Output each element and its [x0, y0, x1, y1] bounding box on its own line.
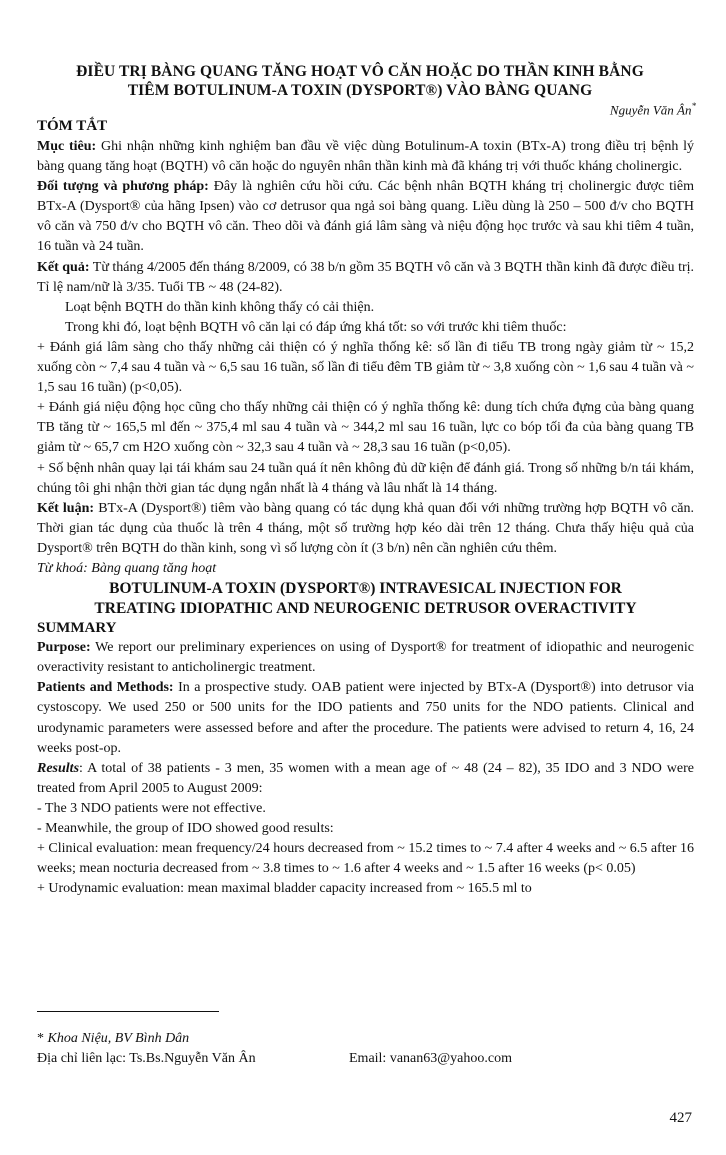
footnote-rule [37, 1011, 219, 1012]
results-en-text: : A total of 38 patients - 3 men, 35 women with a mean age of ~ 48 (24 – 82), 35 IDO and 3 NDO were treated from April 2005 to August 2009: [37, 760, 694, 796]
patients-methods-paragraph [37, 678, 694, 758]
aim-paragraph [37, 137, 694, 177]
methods-label: Đối tượng và phương pháp: [37, 179, 209, 195]
results-paragraph-3: Trong khi đó, loạt bệnh BQTH vô căn lại có đáp ứng khá tốt: so với trước khi tiêm thuốc: [65, 319, 567, 335]
results-urodynamic: + Đánh giá niệu động học cũng cho thấy những cải thiện có ý nghĩa thống kê: dung tích chứa đựng của bàng quang TB tăng từ ~ 165,5 ml đến ~ 375,4 ml sau 4 tuần và ~ 344,2 ml sau 16 tuần, lực co bóp tối đa của bàng quang TB giảm từ ~ 65,7 cm H2O xuống còn ~ 32,3 sau 4 tuần và ~ 28,3 sau 16 tuần (p<0,05). [37, 400, 694, 456]
purpose-paragraph [37, 638, 694, 678]
results-en-line: + Urodynamic evaluation: mean maximal bladder capacity increased from ~ 165.5 ml to [37, 881, 532, 897]
results-en-line: - The 3 NDO patients were not effective. [37, 800, 266, 816]
footnote-mark: * [37, 1031, 44, 1046]
results-clinical: + Đánh giá lâm sàng cho thấy những cải thiện có ý nghĩa thống kê: số lần đi tiểu TB trong ngày giảm từ ~ 15,2 xuống còn ~ 7,4 sau 4 tuần và ~ 6,5 sau 16 tuần, số lần đi tiểu đêm TB giảm từ ~ 3,8 xuống còn ~ 1,6 sau 4 tuần và ~ 1,5 sau 16 tuần) (p<0,05). [37, 339, 694, 396]
results-paragraph-2: Loạt bệnh BQTH do thần kinh không thấy có cải thiện. [65, 299, 375, 315]
vietnamese-title [30, 62, 690, 100]
title-line: ĐIỀU TRỊ BÀNG QUANG TĂNG HOẠT VÔ CĂN HOẶC DO THẦN KINH BẰNG [76, 63, 644, 80]
results-followup: + Số bệnh nhân quay lại tái khám sau 24 tuần quá ít nên không đủ dữ kiện để đánh giá. Trong số những b/n tái khám, chúng tôi ghi nhận thời gian tác dụng ngắn nhất là 4 tháng và lâu nhất là 14 tháng. [37, 460, 694, 496]
purpose-label: Purpose: [37, 640, 91, 656]
affiliation-text: Khoa Niệu, BV Bình Dân [44, 1031, 190, 1046]
title-line: TREATING IDIOPATHIC AND NEUROGENIC DETRUSOR OVERACTIVITY [94, 599, 637, 617]
summary-heading-en: SUMMARY [37, 620, 117, 637]
title-line: BOTULINUM-A TOXIN (DYSPORT®) INTRAVESICAL INJECTION FOR [109, 580, 622, 598]
methods-text: Đây là nghiên cứu hồi cứu. Các bệnh nhân BQTH kháng trị cholinergic được tiêm BTx-A (Dysport® của hãng Ipsen) vào cơ detrusor qua ngả soi bàng quang. Liều dùng là 250 – 500 đ/v cho BQTH vô căn và 750 đ/v cho BQTH vô căn. Theo dõi và đánh giá lâm sàng và niệu động học trước và sau khi tiêm 4 tuần, 16 tuần và 24 tuần. [37, 179, 694, 255]
author-footnote-mark: * [691, 101, 696, 111]
footnote-email: Email: vanan63@yahoo.com [349, 1051, 512, 1066]
methods-paragraph [37, 177, 694, 257]
conclusion-label: Kết luận: [37, 500, 95, 516]
keywords: Từ khoá: Bàng quang tăng hoạt [37, 560, 217, 576]
english-title [37, 579, 694, 618]
aim-text: Ghi nhận những kinh nghiệm ban đầu về việc dùng Botulinum-A toxin (BTx-A) trong điều trị bệnh lý bàng quang tăng hoạt (BQTH) vô căn hoặc do nguyên nhân thần kinh mà đã kháng trị với thuốc kháng cholinergic. [37, 139, 694, 175]
patients-methods-label: Patients and Methods: [37, 680, 174, 696]
abstract-body [37, 137, 694, 899]
summary-heading-vi: TÓM TẮT [37, 118, 108, 134]
footnote-contact: Địa chỉ liên lạc: Ts.Bs.Nguyễn Văn Ân [37, 1051, 256, 1066]
title-line: TIÊM BOTULINUM-A TOXIN (DYSPORT®) VÀO BÀNG QUANG [127, 82, 593, 99]
footnote-affiliation [37, 1031, 189, 1047]
results-en-paragraph [37, 759, 694, 799]
aim-label: Mục tiêu: [37, 139, 97, 154]
conclusion-paragraph [37, 499, 694, 559]
results-en-line: - Meanwhile, the group of IDO showed good results: [37, 821, 334, 836]
conclusion-text: BTx-A (Dysport®) tiêm vào bàng quang có tác dụng khả quan đối với những trường hợp BQTH vô căn. Thời gian tác dụng của thuốc là trên 4 tháng, một số trường hợp kéo dài trên 12 tháng. Chưa thấy hiệu quả của Dysport® trên BQTH do thần kinh, song vì số lượng còn ít (3 b/n) nên cần nghiên cứu thêm. [37, 500, 695, 556]
author-line [610, 101, 696, 118]
patients-methods-text: In a prospective study. OAB patient were injected by BTx-A (Dysport®) into detrusor via cystoscopy. We used 250 or 500 units for the IDO patients and 750 units for the NDO patients. Clinical and urodynamic parameters were assessed before and after the procedure. The patients were advised to return 4, 16, 24 weeks post-op. [37, 680, 694, 756]
results-text: Từ tháng 4/2005 đến tháng 8/2009, có 38 b/n gồm 35 BQTH vô căn và 3 BQTH thần kinh đã được điều trị. Tỉ lệ nam/nữ là 3/35. Tuổi TB ~ 48 (24-82). [37, 259, 695, 295]
purpose-text: We report our preliminary experiences on using of Dysport® for treatment of idiopathic and neurogenic overactivity resistant to anticholinergic treatment. [37, 640, 694, 676]
results-label: Kết quả: [37, 259, 90, 275]
results-paragraph [37, 258, 694, 298]
results-en-label: Results [37, 760, 80, 776]
author-name: Nguyễn Văn Ân [609, 102, 692, 118]
results-en-line: + Clinical evaluation: mean frequency/24 hours decreased from ~ 15.2 times to ~ 7.4 after 4 weeks and ~ 6.5 after 16 weeks; mean nocturia decreased from ~ 3.8 times to ~ 1.6 after 4 weeks and ~ 1.5 after 16 weeks (p< 0.05) [37, 841, 694, 877]
page-number: 427 [669, 1110, 692, 1126]
